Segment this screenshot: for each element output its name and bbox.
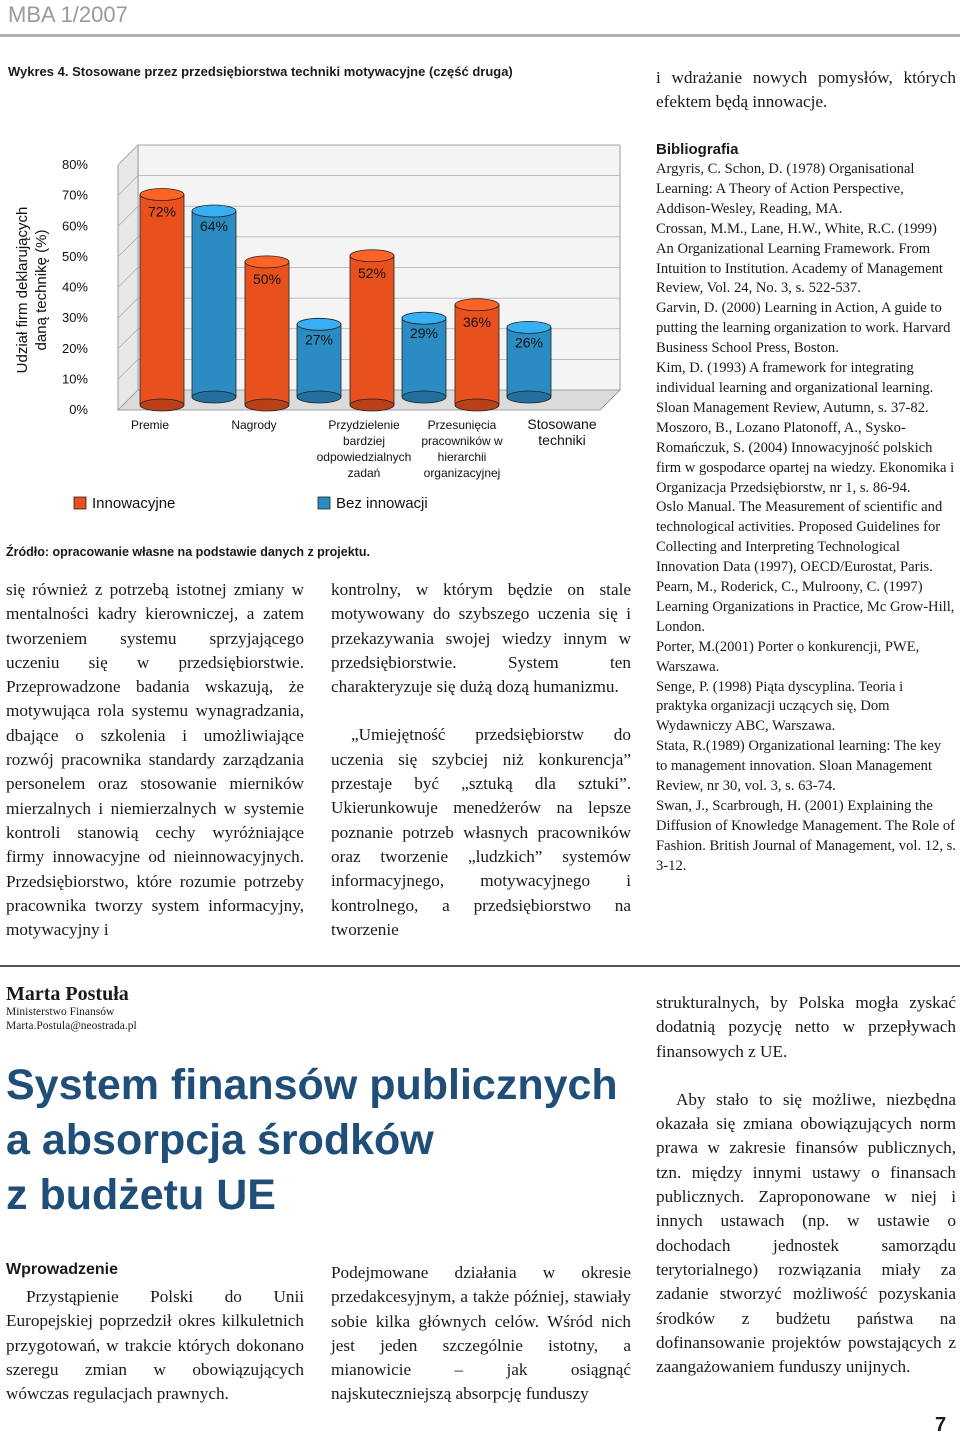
bar-top [402, 312, 446, 324]
bar-top [245, 256, 289, 268]
bibliography-entry: Swan, J., Scarbrough, H. (2001) Explaining the Diffusion of Knowledge Management. The Role of Fashion. British Journal of Management, vol. 12, s. 3-12. [656, 798, 956, 874]
article-column-right [656, 991, 956, 1379]
legend-label: Innowacyjne [92, 495, 176, 512]
category-label: bardziej [342, 434, 386, 448]
column-right-top [656, 66, 956, 115]
bar-base [140, 399, 184, 411]
paragraph: Aby stało to się możliwe, niezbędna okazała się zmiana obowiązujących norm prawa w zakresie finansów publicznych, tzn. między innymi ustawy o finansach publicznych. Zaproponowane w niej i innych ustawach (np. w ustawie o dochodach jednostek samorządu terytorialnego) rozwiązania miały za zadanie stworzyć możliwość pozyskania środków z budżetu państwa na dofinansowanie projektów powstających z zaangażowaniem funduszy unijnych. [656, 1089, 956, 1377]
category-label: Premie [130, 418, 170, 432]
bar-base [507, 391, 551, 403]
author-affiliation [6, 1005, 137, 1033]
bibliography-entry: Stata, R.(1989) Organizational learning: The key to management innovation. Sloan Management Review, nr 30, vol. 3, s. 63-74. [656, 738, 942, 795]
bibliography-entry: Senge, P. (1998) Piąta dyscyplina. Teoria i praktyka organizacji uczących się, Dom Wydawniczy ABC, Warszawa. [656, 678, 904, 735]
section-heading: Wprowadzenie [6, 1261, 119, 1278]
bar-top [455, 299, 499, 311]
y-axis-label: daną technikę (%) [33, 229, 50, 351]
category-label: Przesunięcia [427, 418, 497, 432]
data-label: 50% [252, 270, 282, 287]
category-label: Stosowane [527, 416, 597, 432]
y-tick-label: 20% [61, 340, 88, 356]
bar-top [140, 189, 184, 201]
bar-base [350, 399, 394, 411]
y-tick-label: 70% [61, 187, 88, 203]
journal-header: MBA 1/2007 [8, 2, 128, 27]
data-label: 26% [514, 334, 544, 351]
bar-top [507, 321, 551, 333]
paragraph: Przystąpienie Polski do Unii Europejskiej poprzedził okres kilkuletnich przygotowań, w trakcie których dokonano szeregu zmian w obowiązujących wówczas regulacjach prawnych. [6, 1287, 304, 1404]
category-label: organizacyjnej [423, 466, 501, 480]
bar-base [297, 391, 341, 403]
y-tick-label: 40% [61, 279, 88, 295]
chart-source: Źródło: opracowanie własne na podstawie danych z projektu. [6, 545, 370, 559]
bibliography-entry: Moszoro, B., Lozano Platonoff, A., Sysko-Romańczuk, S. (2004) Innowacyjność polskich firm w gospodarce opartej na wiedzy. Ekonomika i Organizacja Przedsiębiorstw, nr 1, s. 86-94. [656, 419, 955, 496]
y-tick-label: 80% [61, 157, 88, 172]
bibliography-entry: Argyris, C. Schon, D. (1978) Organisational Learning: A Theory of Action Perspective, Addison-Wesley, Reading, MA. [656, 161, 915, 217]
paragraph: Podejmowane działania w okresie przedakcesyjnym, a także później, stawiały sobie kilka głównych celów. Wśród nich jest jeden szczególnie istotny, a mianowicie – jak osiągnąć najskuteczniejszą absorpcję funduszy [331, 1263, 631, 1404]
author-name: Marta Postuła [6, 983, 129, 1005]
article-column-left [6, 1285, 304, 1406]
y-tick-label: 50% [61, 248, 88, 264]
column-middle [331, 578, 631, 942]
bar-base [192, 391, 236, 403]
bibliography-entry: Crossan, M.M., Lane, H.W., White, R.C. (1999) An Organizational Learning Framework. From Intuition to Institution. Academy of Management Review, Vol. 24, No. 3, s. 522-537. [656, 220, 943, 297]
bibliography-list [656, 160, 956, 877]
article-separator [0, 965, 960, 967]
paragraph: kontrolny, w którym będzie on stale motywowany do szybszego uczenia się i przekazywania swojej wiedzy innym w przedsiębiorstwie. System ten charakteryzuje się dużą dozą humanizmu. [331, 580, 631, 697]
bar-base [402, 391, 446, 403]
page-number: 7 [935, 1414, 947, 1436]
bar-base [455, 399, 499, 411]
data-label: 29% [409, 325, 439, 342]
paragraph: i wdrażanie nowych pomysłów, których efektem będą innowacje. [656, 68, 956, 112]
chart-title: Wykres 4. Stosowane przez przedsiębiorstwa techniki motywacyjne (część druga) [8, 64, 513, 79]
data-label: 72% [147, 203, 177, 220]
author-email[interactable]: Marta.Postula@neostrada.pl [6, 1020, 137, 1032]
bar [140, 195, 184, 406]
bibliography-entry: Porter, M.(2001) Porter o konkurencji, PWE, Warszawa. [656, 638, 920, 675]
paragraph: strukturalnych, by Polska mogła zyskać dodatnią pozycję netto w przepływach finansowych z UE. [656, 993, 956, 1061]
bar-top [192, 205, 236, 217]
category-label: pracowników w [421, 434, 503, 448]
paragraph: „Umiejętność przedsiębiorstw do uczenia się szybciej niż konkurencja” przestaje być „sztuką dla sztuki”. Ukierunkowuje menedżerów na lepsze poznanie potrzeb własnych pracowników oraz tworzenie „ludzkich” systemów informacyjnego, motywacyjnego i kontrolnego, a przedsiębiorstwo na tworzenie [331, 725, 631, 939]
title-line: z budżetu UE [6, 1171, 276, 1219]
category-label: techniki [538, 432, 586, 448]
category-label: Przydzielenie [328, 418, 400, 432]
article-column-middle [331, 1261, 631, 1407]
bar-base [245, 399, 289, 411]
y-tick-label: 10% [61, 371, 88, 387]
y-tick-label: 30% [61, 310, 88, 326]
y-tick-label: 0% [69, 402, 88, 417]
data-label: 36% [462, 313, 492, 330]
article-title [6, 1058, 618, 1223]
affiliation: Ministerstwo Finansów [6, 1006, 115, 1018]
bar [192, 211, 236, 397]
legend-swatch [318, 497, 330, 509]
y-tick-label: 60% [61, 218, 88, 234]
paragraph: się również z potrzebą istotnej zmiany w mentalności kadry kierowniczej, a zatem tworzeniem systemu sprzyjającego uczeniu się w przedsiębiorstwie. Przeprowadzone badania wskazują, że motywująca rola systemu wynagradzania, dbające o szkolenia i umożliwiające rozwój pracownika standardy zarządzania personelem oraz stosowanie mierników mierzalnych i niemierzalnych w systemie kontroli stanowią cechy wyróżniające firmy innowacyjne od nieinnowacyjnych. Przedsiębiorstwo, które rozumie potrzeby pracownika tworzy system informacyjny, motywacyjny i [6, 580, 304, 940]
bibliography-entry: Oslo Manual. The Measurement of scientific and technological activities. Proposed Guidelines for Collecting and Interpreting Technological Innovation Data (1997), OECD/Eurostat, Paris. [656, 499, 943, 576]
bibliography-entry: Pearn, M., Roderick, C., Mulroony, C. (1997) Learning Organizations in Practice, Mc Grow-Hill, London. [656, 579, 955, 635]
title-line: System finansów publicznych [6, 1061, 618, 1109]
legend-swatch [74, 497, 86, 509]
y-axis-label: Udział firm deklarujących [14, 206, 31, 374]
bibliography-heading: Bibliografia [656, 141, 739, 158]
title-line: a absorpcja środków [6, 1116, 434, 1164]
data-label: 64% [199, 218, 229, 234]
bar-top [350, 250, 394, 262]
bibliography-entry: Kim, D. (1993) A framework for integrating individual learning and organizational learning. Sloan Management Review, Autumn, s. 37-82. [656, 360, 934, 416]
category-label: Nagrody [231, 418, 277, 432]
data-label: 52% [357, 264, 387, 281]
category-label: hierarchii [437, 450, 487, 464]
column-left [6, 578, 304, 942]
bar-top [297, 318, 341, 330]
legend-label: Bez innowacji [336, 495, 428, 512]
bibliography-entry: Garvin, D. (2000) Learning in Action, A guide to putting the learning organization to work. Harvard Business School Press, Boston. [656, 300, 951, 357]
category-label: zadań [347, 466, 381, 480]
category-label: odpowiedzialnych [316, 450, 412, 464]
bar-chart [0, 130, 650, 540]
data-label: 27% [304, 331, 334, 348]
header-rule [0, 34, 960, 37]
